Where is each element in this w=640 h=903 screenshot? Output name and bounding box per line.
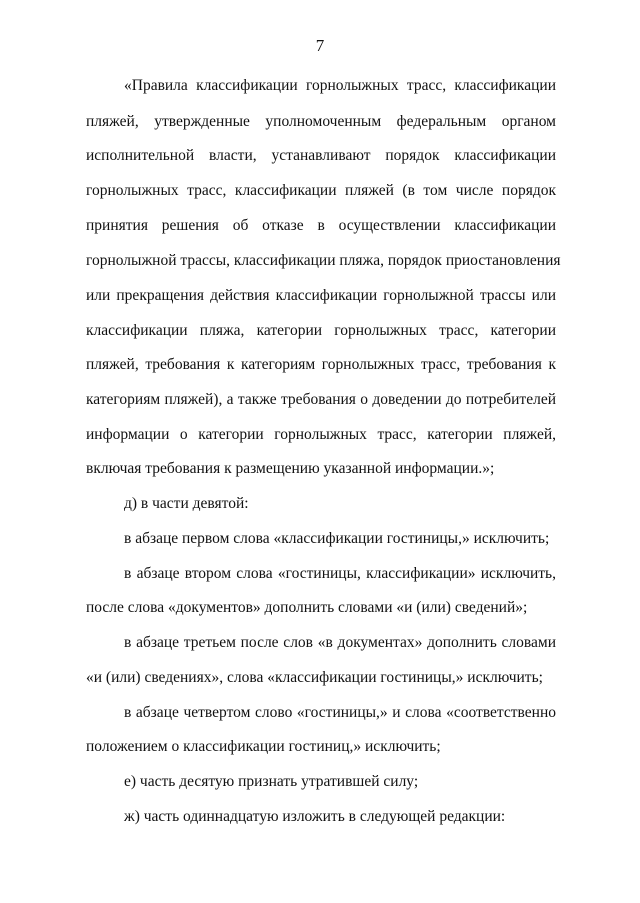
text-line: е) часть десятую признать утратившей силу;: [124, 773, 419, 790]
text-line: пляжей, утвержденные уполномоченным федеральным органом: [86, 113, 556, 130]
text-line: исполнительной власти, устанавливают порядок классификации: [86, 147, 556, 164]
text-line: или прекращения действия классификации горнолыжной трассы или: [86, 287, 556, 304]
text-line: д) в части девятой:: [124, 495, 249, 512]
text-line: горнолыжных трасс, классификации пляжей (в том числе порядок: [86, 182, 556, 199]
text-line: в абзаце четвертом слово «гостиницы,» и слова «соответственно: [124, 704, 556, 721]
text-line: информации о категории горнолыжных трасс, категории пляжей,: [86, 426, 556, 443]
text-line: ж) часть одиннадцатую изложить в следующей редакции:: [124, 808, 506, 825]
text-line: «Правила классификации горнолыжных трасс, классификации: [124, 77, 556, 94]
text-line: включая требования к размещению указанной информации.»;: [86, 460, 495, 477]
text-line: пляжей, требования к категориям горнолыжных трасс, требования к: [86, 356, 556, 373]
text-line: «и (или) сведениях», слова «классификации гостиницы,» исключить;: [86, 669, 543, 686]
page-number: 7: [315, 36, 325, 55]
text-line: в абзаце втором слова «гостиницы, классификации» исключить,: [124, 565, 556, 582]
text-line: категориям пляжей), а также требования о доведении до потребителей: [86, 391, 556, 408]
text-line: в абзаце третьем после слов «в документах» дополнить словами: [124, 634, 556, 651]
text-line: классификации пляжа, категории горнолыжных трасс, категории: [86, 322, 556, 339]
text-line: принятия решения об отказе в осуществлении классификации: [86, 217, 556, 234]
text-line: в абзаце первом слова «классификации гостиницы,» исключить;: [124, 530, 550, 547]
text-line: после слова «документов» дополнить словами «и (или) сведений»;: [86, 599, 528, 616]
text-line: положением о классификации гостиниц,» исключить;: [86, 738, 441, 755]
text-line: горнолыжной трассы, классификации пляжа, порядок приостановления: [86, 252, 561, 269]
